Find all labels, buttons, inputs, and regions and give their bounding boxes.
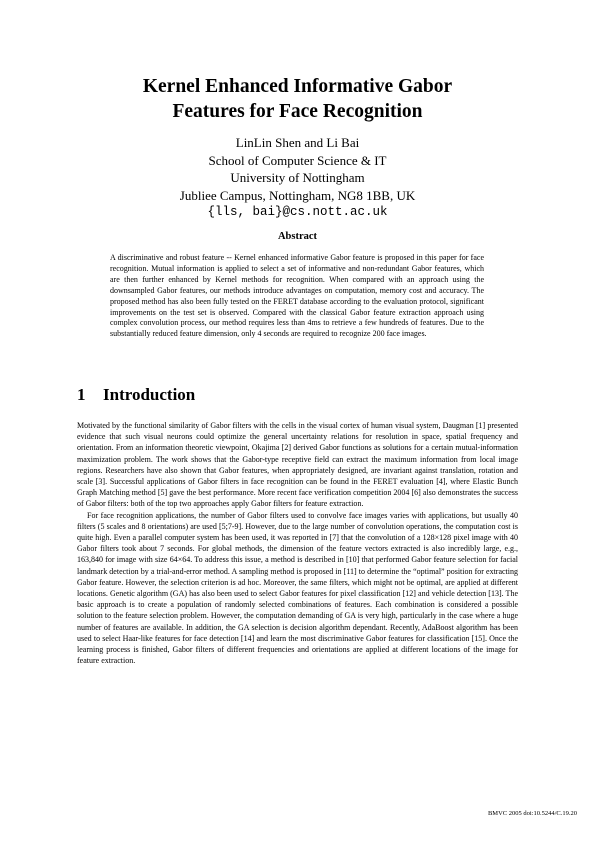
abstract-text: A discriminative and robust feature -- Kernel enhanced informative Gabor feature is proposed in this paper for face recognition. Mutual information is applied to select a set of informative and non-redundant Gabor features, which are then further enhanced by Kernel methods for recognition. When compared with an approach using the downsampled Gabor features, our methods introduce advantages on computation, memory cost and accuracy. The proposed method has also been fully tested on the FERET database according to the evaluation protocol, significant improvements on the test set is observed. Compared with the classical Gabor feature extraction approach using complex convolution process, our method requires less than 4ms to retrieve a few hundreds of features. Due to the substantially reduced feature dimension, only 4 seconds are required to recognize 200 face images. [110, 253, 484, 339]
section-title: Introduction [103, 385, 196, 404]
author-university: University of Nottingham [230, 170, 365, 185]
author-names: LinLin Shen and Li Bai [235, 135, 360, 150]
author-affiliation: School of Computer Science & IT [208, 152, 387, 168]
author-email[interactable]: {lls, bai}@cs.nott.ac.uk [207, 205, 388, 219]
author-block [0, 134, 595, 222]
footer-doi: BMVC 2005 doi:10.5244/C.19.20 [487, 810, 577, 817]
section-body [77, 420, 518, 666]
paper-title [0, 74, 595, 124]
title-line-2: Features for Face Recognition [172, 101, 423, 122]
section-heading [77, 385, 195, 405]
title-line-1: Kernel Enhanced Informative Gabor [142, 76, 453, 97]
body-paragraph: For face recognition applications, the number of Gabor filters used to convolve face images varies with applications, but usually 40 filters (5 scales and 8 orientations) are used [5;7-9]. However, due to the large number of convolution operations, the computation cost is quite high. Even a parallel computer system has been used, it was reported in [7] that the convolution of a 128×128 pixel image with 40 Gabor filters took about 7 seconds. For global methods, the dimension of the feature vectors extracted is also incredibly large, e.g., 163,840 for image with size 64×64. To address this issue, a method is described in [10] that performed Gabor feature selection for facial landmark detection by a trial-and-error method. A sampling method is proposed in [11] to determine the “optimal” position for extracting Gabor feature. However, the selection criterion is ad hoc. Moreover, the same filters, which might not be optimal, are applied at different locations. Genetic algorithm (GA) has also been used to select Gabor features for pixel classification [12] and vehicle detection [13]. The basic approach is to create a population of randomly selected combinations of features. Each combination is considered a possible solution to the feature selection problem. However, the computation demanding of GA is very high, particularly in the case where a huge number of features are available. In addition, the GA selection is decision algorithm dependant. Recently, AdaBoost algorithm has been used to select Haar-like features for face detection [14] and learn the most discriminative Gabor features for classification [15]. Once the learning process is finished, Gabor filters of different frequencies and orientations are applied at different locations of the image for feature extraction. [77, 510, 518, 666]
body-paragraph: Motivated by the functional similarity of Gabor filters with the cells in the visual cortex of human visual system, Daugman [1] presented evidence that such visual neurons could optimize the general uncertainty relations for resolution in space, spatial frequency and orientation. From an information theoretic viewpoint, Okajima [2] derived Gabor functions as solutions for a certain mutual-information maximization problem. The work shows that the Gabor-type receptive field can extract the maximum information from local image regions. Researchers have also shown that Gabor features, when appropriately designed, are invariant against translation, rotation and scale [3]. Successful applications of Gabor filters in face recognition can be found in the FERET evaluation [4], where Elastic Bunch Graph Matching method [5] gave the best performance. More recent face verification competition 2004 [6] also demonstrates the success of Gabor filters: both of the top two approaches apply Gabor filters for feature extraction. [77, 421, 518, 509]
abstract-heading: Abstract [277, 231, 318, 242]
author-address: Jubliee Campus, Nottingham, NG8 1BB, UK [179, 187, 416, 203]
section-number: 1 [77, 385, 86, 404]
